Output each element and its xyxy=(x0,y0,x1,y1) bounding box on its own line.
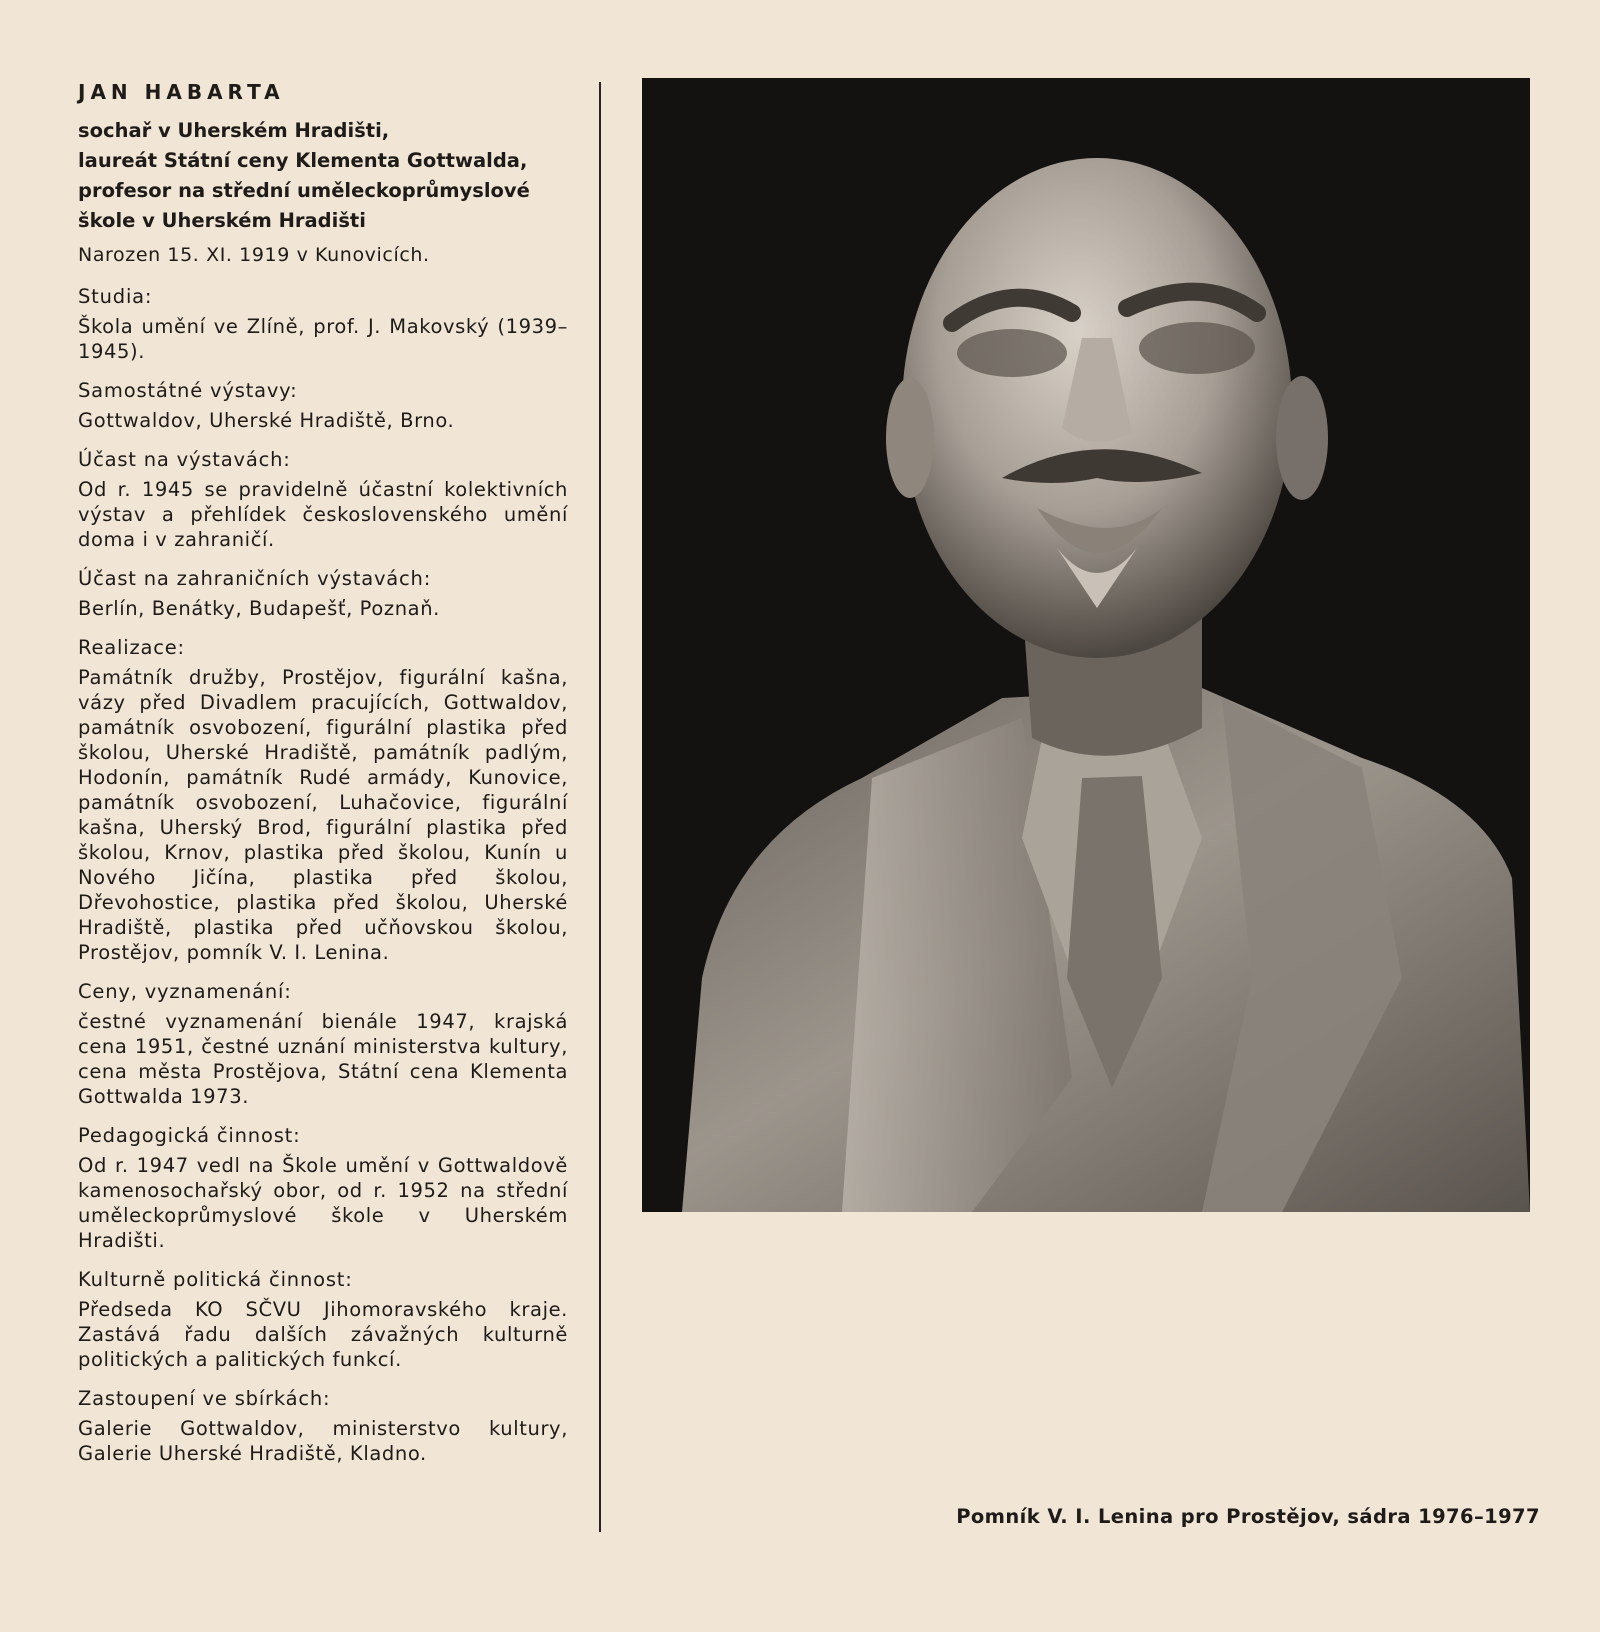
section-heading: Kulturně politická činnost: xyxy=(78,1268,353,1291)
section-text: Památník družby, Prostějov, figurální kašna, vázy před Divadlem pracujících, Gottwaldov, památník osvobození, figurální plastika před školou, Uherské Hradiště, památník padlým, Hodonín, památník Rudé armády, Kunovice, památník osvobození, Luhačovice, figurální kašna, Uherský Brod, figurální plastika před školou, Krnov, plastika před školou, Kunín u Nového Jičína, plastika před školou, Dřevohostice, plastika před školou, Uherské Hradiště, plastika před učňovskou školou, Prostějov, pomník V. I. Lenina. xyxy=(78,666,568,964)
section-text: Od r. 1945 se pravidelně účastní kolektivních výstav a přehlídek československého umění doma i v zahraničí. xyxy=(78,478,568,551)
section-text: Předseda KO SČVU Jihomoravského kraje. Zastává řadu dalších závažných kulturně politických a palitických funkcí. xyxy=(78,1298,568,1371)
section-heading: Pedagogická činnost: xyxy=(78,1124,301,1147)
column-divider xyxy=(599,82,601,1532)
section-text: Od r. 1947 vedl na Škole umění v Gottwaldově kamenosochařský obor, od r. 1952 na střední uměleckoprůmyslové škole v Uherském Hradišti. xyxy=(78,1154,568,1252)
section-teaching xyxy=(78,1123,568,1253)
sculpture-photo xyxy=(642,78,1530,1212)
subtitle-line: sochař v Uherském Hradišti, xyxy=(78,119,390,142)
section-text: čestné vyznamenání bienále 1947, krajská cena 1951, čestné uznání ministerstva kultury, cena města Prostějova, Státní cena Klementa Gottwalda 1973. xyxy=(78,1010,568,1108)
section-realizations xyxy=(78,635,568,965)
section-heading: Ceny, vyznamenání: xyxy=(78,980,292,1003)
section-studies xyxy=(78,284,568,364)
section-text: Škola umění ve Zlíně, prof. J. Makovský (1939–1945). xyxy=(78,315,568,363)
section-heading: Zastoupení ve sbírkách: xyxy=(78,1387,331,1410)
section-solo-exhibitions xyxy=(78,378,568,433)
section-heading: Realizace: xyxy=(78,636,185,659)
section-text: Berlín, Benátky, Budapešť, Poznaň. xyxy=(78,597,440,620)
section-awards xyxy=(78,979,568,1109)
section-heading: Účast na výstavách: xyxy=(78,448,291,471)
subtitle-line: profesor na střední uměleckoprůmyslové xyxy=(78,179,530,202)
photo-caption: Pomník V. I. Lenina pro Prostějov, sádra 1976–1977 xyxy=(956,1505,1540,1528)
bust-illustration xyxy=(642,78,1530,1212)
artist-subtitle xyxy=(78,116,568,236)
section-foreign-exhibitions xyxy=(78,566,568,621)
section-heading: Studia: xyxy=(78,285,153,308)
subtitle-line: laureát Státní ceny Klementa Gottwalda, xyxy=(78,149,528,172)
artist-name: JAN HABARTA xyxy=(78,80,285,104)
subtitle-line: škole v Uherském Hradišti xyxy=(78,209,366,232)
section-collections xyxy=(78,1386,568,1466)
section-cultural-political xyxy=(78,1267,568,1372)
section-heading: Účast na zahraničních výstavách: xyxy=(78,567,432,590)
section-text: Galerie Gottwaldov, ministerstvo kultury, Galerie Uherské Hradiště, Kladno. xyxy=(78,1417,568,1465)
section-text: Gottwaldov, Uherské Hradiště, Brno. xyxy=(78,409,455,432)
section-exhibitions xyxy=(78,447,568,552)
section-heading: Samostátné výstavy: xyxy=(78,379,298,402)
birth-info: Narozen 15. XI. 1919 v Kunovicích. xyxy=(78,244,430,266)
biography-column xyxy=(78,80,568,1480)
